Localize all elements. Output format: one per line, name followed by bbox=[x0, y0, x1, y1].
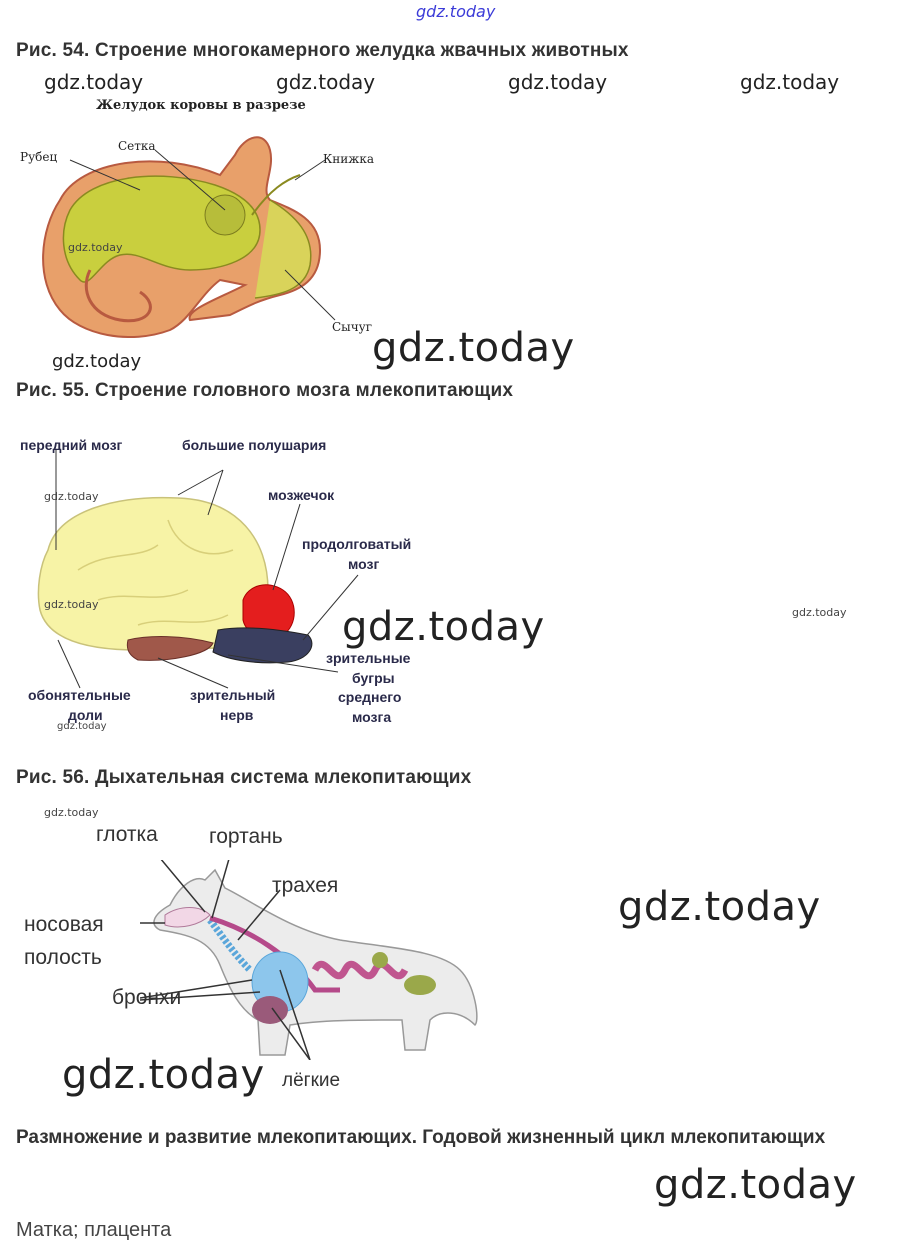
label-colliculi-2: бугры bbox=[352, 670, 395, 686]
watermark: gdz.today bbox=[618, 884, 821, 930]
label-larynx: гортань bbox=[209, 825, 283, 848]
watermark: gdz.today bbox=[68, 241, 123, 254]
label-colliculi-1: зрительные bbox=[326, 650, 411, 666]
watermark: gdz.today bbox=[508, 70, 608, 94]
watermark: gdz.today bbox=[740, 70, 840, 94]
label-optic-1: зрительный bbox=[190, 687, 276, 703]
leader-line bbox=[158, 658, 228, 688]
fig56-caption: Рис. 56. Дыхательная система млекопитающих bbox=[16, 767, 472, 788]
watermark: gdz.today bbox=[44, 598, 99, 611]
watermark: gdz.today bbox=[654, 1162, 857, 1208]
watermark: gdz.today bbox=[44, 806, 99, 819]
label-rumen: Рубец bbox=[20, 150, 58, 164]
watermark: gdz.today bbox=[342, 604, 545, 650]
watermark: gdz.today bbox=[276, 70, 376, 94]
stomach-illustration bbox=[20, 120, 360, 350]
answer-text: Матка; плацента bbox=[16, 1219, 172, 1241]
label-nasal-2: полость bbox=[24, 946, 102, 969]
watermark-top: gdz.today bbox=[416, 2, 496, 21]
label-medulla-2: мозг bbox=[348, 556, 380, 572]
label-olfactory-1: обонятельные bbox=[28, 687, 131, 703]
label-olfactory-2: доли bbox=[68, 707, 103, 723]
label-colliculi-3: среднего bbox=[338, 689, 402, 705]
leader-line bbox=[295, 160, 325, 180]
label-trachea: трахея bbox=[272, 874, 339, 897]
fig54-caption: Рис. 54. Строение многокамерного желудка жвачных животных bbox=[16, 40, 629, 61]
watermark: gdz.today bbox=[372, 325, 575, 371]
label-lungs: лёгкие bbox=[282, 1070, 341, 1091]
watermark: gdz.today bbox=[62, 1052, 265, 1098]
label-optic-2: нерв bbox=[220, 707, 254, 723]
watermark: gdz.today bbox=[792, 606, 847, 619]
label-medulla-1: продолговатый bbox=[302, 536, 412, 552]
label-abomasum: Сычуг bbox=[332, 320, 373, 334]
watermark: gdz.today bbox=[52, 351, 142, 372]
watermark: gdz.today bbox=[44, 490, 99, 503]
section-heading: Размножение и развитие млекопитающих. Годовой жизненный цикл млекопитающих bbox=[16, 1127, 826, 1148]
fig55-caption: Рис. 55. Строение головного мозга млекопитающих bbox=[16, 380, 514, 401]
label-omasum: Книжка bbox=[323, 152, 374, 166]
leader-line bbox=[273, 504, 300, 590]
watermark: gdz.today bbox=[44, 70, 144, 94]
label-colliculi-4: мозга bbox=[352, 709, 392, 725]
label-cerebellum: мозжечок bbox=[268, 487, 335, 503]
label-forebrain: передний мозг bbox=[20, 437, 123, 453]
leader-line bbox=[58, 640, 80, 688]
label-reticulum: Сетка bbox=[118, 139, 156, 153]
label-hemispheres: большие полушария bbox=[182, 437, 327, 453]
watermark: gdz.today bbox=[57, 721, 107, 732]
label-pharynx: глотка bbox=[96, 823, 158, 846]
label-bronchi: бронхи bbox=[112, 986, 182, 1009]
fig54-subtitle: Желудок коровы в разрезе bbox=[96, 98, 306, 113]
label-nasal-1: носовая bbox=[24, 913, 104, 936]
